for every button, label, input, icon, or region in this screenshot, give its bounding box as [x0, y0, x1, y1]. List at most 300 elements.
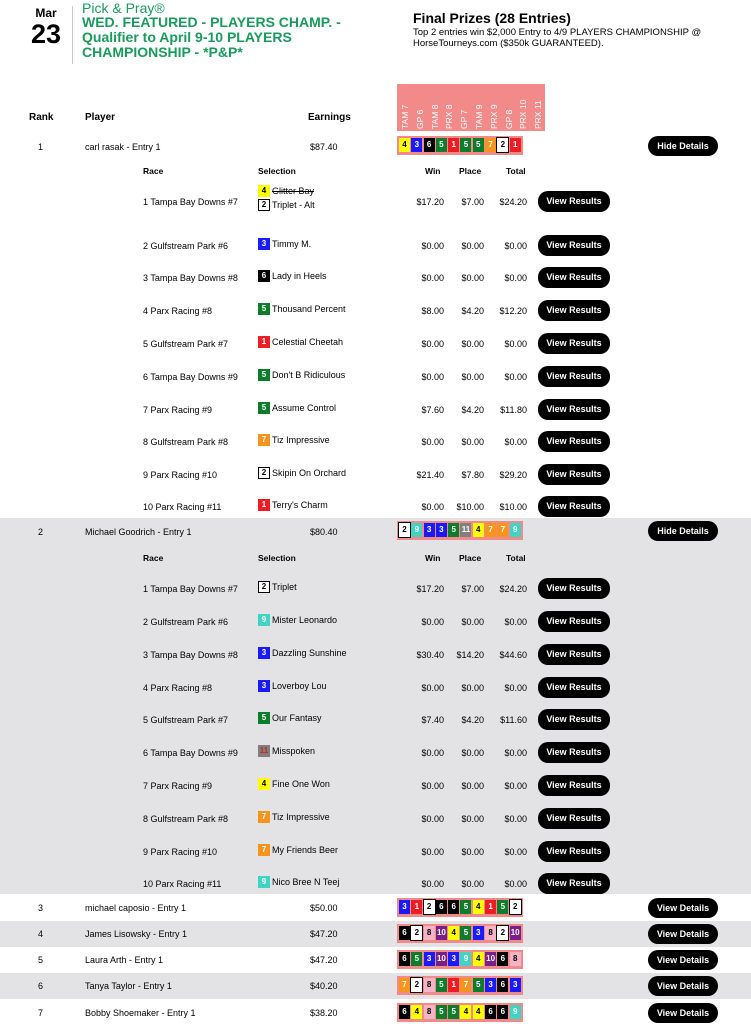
horse-name: Loverboy Lou [272, 681, 327, 691]
selection-number: 1 [510, 138, 521, 152]
payout-win: $0.00 [421, 502, 444, 512]
horse-number: 11 [259, 746, 269, 755]
race-header-label: GP 8 [503, 109, 514, 129]
race-header-1 [412, 84, 427, 131]
payout-total: $0.00 [504, 372, 527, 382]
horse-name: Our Fantasy [272, 713, 322, 723]
selection-entry [258, 777, 330, 791]
horse-number: 1 [258, 336, 270, 348]
payout-win: $0.00 [421, 372, 444, 382]
sub-header-total: Total [506, 166, 526, 176]
selection-number: 2 [411, 926, 422, 940]
race-row [0, 682, 751, 704]
view-results-button[interactable]: View Results [538, 267, 610, 288]
selection-entry [258, 843, 338, 857]
selection-number: 5 [448, 523, 459, 537]
selection-number: 3 [510, 978, 521, 992]
selection-cell [258, 368, 345, 382]
selection-entry [258, 679, 327, 693]
sub-header-place: Place [459, 166, 482, 176]
payout-place: $0.00 [461, 372, 484, 382]
race-header-label: PRX 8 [444, 104, 455, 129]
view-results-button[interactable]: View Results [538, 841, 610, 862]
selection-number: 8 [424, 1005, 435, 1019]
selection-number: 5 [460, 900, 471, 914]
horse-name: Skipin On Orchard [272, 468, 347, 478]
entry-earnings: $40.20 [310, 981, 338, 991]
selection-number: 1 [485, 900, 496, 914]
selection-number: 6 [399, 952, 410, 966]
payout-win: $30.40 [416, 650, 444, 660]
entry-earnings: $47.20 [310, 955, 338, 965]
payout-total: $24.20 [499, 584, 527, 594]
selection-number: 5 [473, 978, 484, 992]
selection-cell [258, 269, 327, 283]
entry-earnings: $87.40 [310, 142, 338, 152]
view-results-button[interactable]: View Results [538, 742, 610, 763]
selection-cell [258, 184, 315, 212]
race-row [0, 583, 751, 605]
payout-win: $0.00 [421, 748, 444, 758]
selection-number: 4 [473, 952, 484, 966]
entry-row [0, 518, 751, 546]
selection-number: 8 [485, 926, 496, 940]
payout-total: $24.20 [499, 197, 527, 207]
selection-cell [258, 401, 336, 415]
race-header-label: TAM 9 [473, 104, 484, 129]
sub-header-selection: Selection [258, 166, 296, 176]
payout-total: $29.20 [499, 470, 527, 480]
selection-number: 3 [448, 952, 459, 966]
payout-total: $11.80 [500, 405, 527, 415]
selection-number: 3 [411, 138, 422, 152]
hide-details-button[interactable]: Hide Details [648, 136, 718, 156]
selection-number: 11 [460, 523, 471, 537]
payout-win: $0.00 [421, 781, 444, 791]
selection-entry [258, 810, 330, 824]
selection-number: 2 [497, 138, 508, 152]
payout-place: $4.20 [461, 306, 484, 316]
rank-column-header: Rank [29, 112, 54, 123]
race-name: 6 Tampa Bay Downs #9 [143, 372, 238, 382]
selection-number: 4 [473, 523, 484, 537]
date-month: Mar [35, 6, 57, 20]
horse-name: Terry's Charm [272, 500, 328, 510]
selection-number: 6 [497, 952, 508, 966]
race-row [0, 714, 751, 736]
payout-win: $0.00 [421, 879, 444, 889]
selection-cell [258, 875, 339, 889]
view-results-button[interactable]: View Results [538, 709, 610, 730]
entry-rank: 7 [38, 1008, 44, 1018]
selection-entry [258, 433, 330, 447]
entry-rank: 4 [38, 929, 44, 939]
payout-place: $0.00 [461, 241, 484, 251]
race-name: 7 Parx Racing #9 [143, 405, 213, 415]
race-header-0 [397, 84, 412, 131]
selection-number: 4 [448, 926, 459, 940]
selection-number: 10 [436, 926, 447, 940]
entry-row [0, 1000, 751, 1024]
payout-place: $7.00 [461, 197, 484, 207]
payout-win: $0.00 [421, 241, 444, 251]
entry-player-name: michael caposio - Entry 1 [85, 903, 187, 913]
race-name: 1 Tampa Bay Downs #7 [143, 584, 238, 594]
selection-number: 7 [497, 523, 508, 537]
selection-cell [258, 613, 337, 627]
payout-total: $0.00 [504, 748, 527, 758]
race-name: 1 Tampa Bay Downs #7 [143, 197, 238, 207]
entry-row [0, 895, 751, 921]
race-row [0, 305, 751, 327]
entry-player-name: Michael Goodrich - Entry 1 [85, 527, 192, 537]
brand-label: Pick & Pray® [82, 0, 165, 16]
selection-number: 3 [473, 926, 484, 940]
race-row [0, 338, 751, 360]
entry-rank: 6 [38, 981, 44, 991]
payout-total: $0.00 [504, 847, 527, 857]
payout-win: $8.00 [421, 306, 444, 316]
entry-rank: 5 [38, 955, 44, 965]
payout-total: $0.00 [504, 814, 527, 824]
hide-details-button[interactable]: Hide Details [648, 521, 718, 541]
horse-number: 2 [258, 581, 270, 593]
selection-number: 9 [460, 952, 471, 966]
horse-name: Mister Leonardo [272, 615, 338, 625]
selection-entry [258, 184, 315, 198]
horse-number: 2 [258, 467, 270, 479]
view-details-button[interactable]: View Details [648, 976, 718, 996]
header-divider [72, 6, 73, 64]
selection-entry [258, 498, 328, 512]
selection-strip [397, 976, 523, 995]
selection-entry [258, 401, 336, 415]
selection-entry [258, 269, 327, 283]
selection-strip [397, 898, 523, 917]
horse-name: Assume Control [272, 403, 337, 413]
race-name: 8 Gulfstream Park #8 [143, 814, 229, 824]
horse-number: 5 [258, 369, 270, 381]
view-results-button[interactable]: View Results [538, 464, 610, 485]
horse-number: 9 [258, 614, 270, 626]
race-header-6 [486, 84, 501, 131]
selection-number: 5 [436, 138, 447, 152]
payout-place: $0.00 [461, 814, 484, 824]
horse-number: 5 [258, 303, 270, 315]
payout-total: $0.00 [504, 617, 527, 627]
race-header-3 [441, 84, 456, 131]
race-name: 9 Parx Racing #10 [143, 470, 218, 480]
payout-total: $0.00 [504, 339, 527, 349]
selection-number: 4 [473, 900, 484, 914]
view-results-button[interactable]: View Results [538, 611, 610, 632]
entry-rank: 2 [38, 527, 44, 537]
payout-place: $0.00 [461, 437, 484, 447]
payout-win: $0.00 [421, 437, 444, 447]
view-results-button[interactable]: View Results [538, 399, 610, 420]
race-header-label: GP 6 [414, 109, 425, 129]
view-results-button[interactable]: View Results [538, 808, 610, 829]
race-row [0, 846, 751, 868]
view-results-button[interactable]: View Results [538, 578, 610, 599]
entry-earnings: $80.40 [310, 527, 338, 537]
race-header-5 [471, 84, 486, 131]
horse-name: Misspoken [272, 746, 316, 756]
view-results-button[interactable]: View Results [538, 677, 610, 698]
view-results-button[interactable]: View Results [538, 496, 610, 517]
player-column-header: Player [85, 112, 116, 123]
selection-number: 4 [411, 1005, 422, 1019]
selection-entry [258, 875, 339, 889]
selection-entry [258, 613, 337, 627]
selection-number: 2 [497, 926, 508, 940]
race-row [0, 371, 751, 393]
race-name: 10 Parx Racing #11 [143, 879, 222, 889]
entry-rank: 1 [38, 142, 44, 152]
payout-place: $0.00 [461, 339, 484, 349]
race-row [0, 813, 751, 835]
selection-cell [258, 335, 343, 349]
selection-cell [258, 711, 322, 725]
selection-cell [258, 810, 330, 824]
view-results-button[interactable]: View Results [538, 300, 610, 321]
horse-name: Triplet - Alt [272, 200, 315, 210]
selection-cell [258, 646, 347, 660]
race-name: 8 Gulfstream Park #8 [143, 437, 229, 447]
selection-number: 6 [424, 138, 435, 152]
view-results-button[interactable]: View Results [538, 431, 610, 452]
race-name: 3 Tampa Bay Downs #8 [143, 273, 238, 283]
race-header-label: TAM 7 [400, 104, 410, 129]
view-details-button[interactable]: View Details [648, 1003, 718, 1023]
selection-number: 5 [411, 952, 422, 966]
selection-entry [258, 580, 297, 594]
selection-number: 4 [399, 138, 410, 152]
selection-number: 3 [436, 523, 447, 537]
horse-name: Thousand Percent [272, 304, 346, 314]
payout-win: $0.00 [421, 339, 444, 349]
selection-number: 9 [411, 523, 422, 537]
horse-number: 9 [258, 876, 270, 888]
selection-strip [397, 1003, 523, 1022]
payout-place: $14.20 [456, 650, 484, 660]
payout-place: $4.20 [461, 405, 484, 415]
view-results-button[interactable]: View Results [538, 235, 610, 256]
payout-win: $0.00 [421, 617, 444, 627]
entry-earnings: $50.00 [310, 903, 338, 913]
payout-place: $0.00 [461, 273, 484, 283]
race-row [0, 186, 751, 218]
selection-number: 2 [424, 900, 435, 914]
payout-win: $0.00 [421, 683, 444, 693]
selection-strip [397, 950, 523, 969]
selection-entry [258, 302, 346, 316]
selection-number: 6 [448, 900, 459, 914]
race-row [0, 780, 751, 802]
selection-number: 7 [485, 523, 496, 537]
selection-number: 5 [473, 138, 484, 152]
payout-total: $0.00 [504, 241, 527, 251]
horse-name: Lady in Heels [272, 271, 327, 281]
payout-total: $0.00 [504, 879, 527, 889]
view-results-button[interactable]: View Results [538, 644, 610, 665]
payout-total: $0.00 [504, 683, 527, 693]
selection-number: 6 [399, 926, 410, 940]
race-row [0, 404, 751, 426]
selection-cell [258, 302, 346, 316]
sub-header-selection: Selection [258, 553, 296, 563]
selection-cell [258, 237, 311, 251]
payout-win: $17.20 [416, 197, 444, 207]
payout-win: $0.00 [421, 847, 444, 857]
selection-number: 4 [473, 1005, 484, 1019]
selection-cell [258, 777, 330, 791]
view-results-button[interactable]: View Results [538, 333, 610, 354]
selection-number: 5 [436, 1005, 447, 1019]
entry-row [0, 133, 751, 161]
selection-cell [258, 679, 327, 693]
selection-entry [258, 335, 343, 349]
race-header-8 [515, 84, 530, 131]
contest-title: WED. FEATURED - PLAYERS CHAMP. - Qualifier to April 9-10 PLAYERS CHAMPIONSHIP - *P&P* [82, 14, 341, 60]
page-header [0, 0, 751, 80]
entry-player-name: Laura Arth - Entry 1 [85, 955, 164, 965]
race-name: 10 Parx Racing #11 [143, 502, 222, 512]
entry-player-name: Bobby Shoemaker - Entry 1 [85, 1008, 196, 1018]
horse-number: 4 [258, 185, 270, 197]
selection-strip [397, 521, 523, 540]
horse-name: Dazzling Sunshine [272, 648, 347, 658]
race-row [0, 649, 751, 671]
horse-number: 3 [258, 680, 270, 692]
earnings-column-header: Earnings [308, 112, 351, 123]
payout-total: $12.20 [499, 306, 527, 316]
race-header-label: PRX 9 [488, 104, 499, 129]
race-name: 4 Parx Racing #8 [143, 683, 213, 693]
selection-entry [258, 198, 315, 212]
race-header-label: GP 7 [459, 109, 470, 129]
selection-number: 2 [399, 523, 410, 537]
race-name: 9 Parx Racing #10 [143, 847, 218, 857]
selection-number: 6 [399, 1005, 410, 1019]
horse-number: 2 [258, 199, 270, 211]
payout-place: $4.20 [461, 715, 484, 725]
sub-header-win: Win [425, 166, 441, 176]
view-details-button[interactable]: View Details [648, 898, 718, 918]
payout-place: $7.80 [461, 470, 484, 480]
payout-win: $21.40 [416, 470, 444, 480]
selection-number: 3 [485, 978, 496, 992]
payout-win: $7.60 [421, 405, 444, 415]
race-name: 6 Tampa Bay Downs #9 [143, 748, 238, 758]
selection-number: 5 [448, 1005, 459, 1019]
selection-number: 3 [399, 900, 410, 914]
selection-cell [258, 744, 315, 758]
payout-place: $7.00 [461, 584, 484, 594]
horse-number: 3 [258, 238, 270, 250]
selection-cell [258, 580, 297, 594]
selection-number: 7 [460, 978, 471, 992]
selection-number: 6 [497, 1005, 508, 1019]
view-details-button[interactable]: View Details [648, 924, 718, 944]
selection-number: 8 [424, 926, 435, 940]
view-results-button[interactable]: View Results [538, 366, 610, 387]
horse-number: 7 [258, 434, 270, 446]
race-name: 3 Tampa Bay Downs #8 [143, 650, 238, 660]
race-name: 4 Parx Racing #8 [143, 306, 213, 316]
race-row [0, 272, 751, 294]
selection-number: 6 [485, 1005, 496, 1019]
horse-name: Tiz Impressive [272, 435, 330, 445]
selection-number: 1 [411, 900, 422, 914]
payout-place: $0.00 [461, 879, 484, 889]
selection-number: 3 [424, 952, 435, 966]
horse-name: Don't B Ridiculous [272, 370, 346, 380]
payout-total: $0.00 [504, 437, 527, 447]
payout-place: $0.00 [461, 748, 484, 758]
sub-header-win: Win [425, 553, 441, 563]
race-name: 5 Gulfstream Park #7 [143, 339, 229, 349]
sub-header-place: Place [459, 553, 482, 563]
selection-number: 5 [497, 900, 508, 914]
entry-row [0, 973, 751, 999]
selection-number: 6 [497, 978, 508, 992]
selection-number: 10 [436, 952, 447, 966]
payout-win: $17.20 [416, 584, 444, 594]
view-details-button[interactable]: View Details [648, 950, 718, 970]
selection-number: 7 [485, 138, 496, 152]
payout-place: $0.00 [461, 847, 484, 857]
race-column-headers [397, 84, 545, 131]
sub-header-total: Total [506, 553, 526, 563]
selection-cell [258, 498, 328, 512]
selection-strip [397, 924, 523, 943]
horse-number: 3 [258, 647, 270, 659]
view-results-button[interactable]: View Results [538, 775, 610, 796]
horse-name: My Friends Beer [272, 845, 339, 855]
view-results-button[interactable]: View Results [538, 191, 610, 212]
horse-name: Tiz Impressive [272, 812, 330, 822]
race-header-label: TAM 8 [429, 104, 440, 129]
selection-entry [258, 368, 345, 382]
selection-number: 1 [448, 978, 459, 992]
selection-number: 2 [411, 978, 422, 992]
race-name: 2 Gulfstream Park #6 [143, 617, 229, 627]
horse-number: 4 [258, 778, 270, 790]
selection-entry [258, 466, 346, 480]
selection-number: 9 [510, 1005, 521, 1019]
selection-number: 5 [460, 138, 471, 152]
horse-name: Nico Bree N Teej [272, 877, 340, 887]
race-row [0, 747, 751, 769]
race-header-7 [501, 84, 516, 131]
horse-number: 7 [258, 844, 270, 856]
payout-win: $7.40 [421, 715, 444, 725]
selection-number: 10 [510, 926, 521, 940]
race-row [0, 436, 751, 458]
view-results-button[interactable]: View Results [538, 873, 610, 894]
payout-place: $0.00 [461, 683, 484, 693]
selection-entry [258, 744, 315, 758]
entry-player-name: James Lisowsky - Entry 1 [85, 929, 188, 939]
sub-header-race: Race [143, 166, 164, 176]
sub-header-race: Race [143, 553, 164, 563]
entry-earnings: $38.20 [310, 1008, 338, 1018]
horse-number: 5 [258, 712, 270, 724]
selection-number: 2 [510, 900, 521, 914]
selection-entry [258, 711, 322, 725]
payout-total: $0.00 [504, 273, 527, 283]
